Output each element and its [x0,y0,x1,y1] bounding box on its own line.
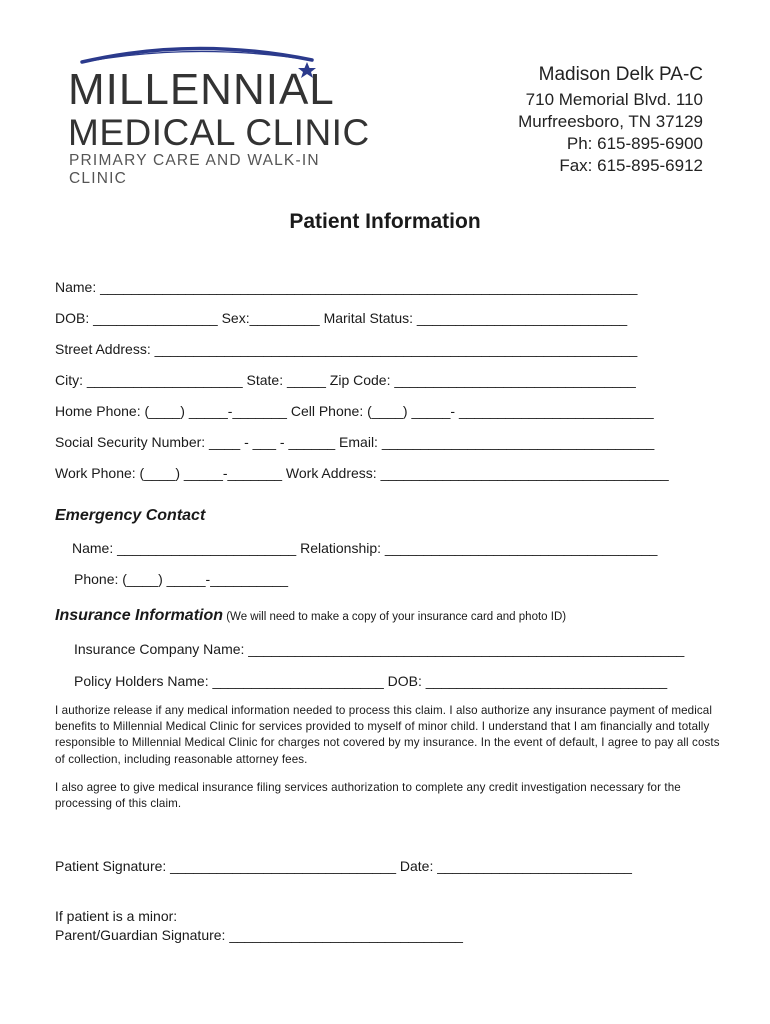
guardian-signature-field[interactable]: Parent/Guardian Signature: ______________________________ [55,927,463,943]
policy-holder-dob-field[interactable]: Policy Holders Name: ______________________ DOB: _______________________________ [74,673,668,689]
street-address-field[interactable]: Street Address: ______________________________________________________________ [55,341,638,357]
authorization-paragraph-2: I also agree to give medical insurance filing services authorization to complete any credit investigation necessary for the processing of this claim. [55,781,681,811]
insurance-heading [55,607,566,625]
ssn-email-field[interactable]: Social Security Number: ____ - ___ - ______ Email: ___________________________________ [55,434,655,450]
minor-label: If patient is a minor: [55,908,178,924]
authorization-paragraph-1: I authorize release if any medical information needed to process this claim. I also authorize any insurance payment of medical benefits to Millennial Medical Clinic for services provided to myself of minor child. I understand that I am financially and totally responsible to Millennial Medical Clinic for charges not covered by my insurance. In the event of default, I agree to pay all costs of collection, including reasonable attorney fees. [55,704,720,766]
patient-signature-date-field[interactable]: Patient Signature: _____________________________ Date: _________________________ [55,858,632,874]
logo-line-2: MEDICAL CLINIC [68,112,370,153]
clinic-fax: Fax: 615-895-6912 [559,156,703,175]
emergency-name-relationship-field[interactable]: Name: _______________________ Relationship: ___________________________________ [72,540,658,556]
home-cell-phone-field[interactable]: Home Phone: (____) _____-_______ Cell Phone: (____) _____- _________________________ [55,403,654,419]
logo-line-3: PRIMARY CARE AND WALK-IN CLINIC [69,152,320,187]
city-state-zip-field[interactable]: City: ____________________ State: _____ Zip Code: _______________________________ [55,372,636,388]
work-phone-address-field[interactable]: Work Phone: (____) _____-_______ Work Address: _____________________________________ [55,465,669,481]
insurance-heading-text: Insurance Information [55,607,224,624]
dob-sex-marital-field[interactable]: DOB: ________________ Sex:_________ Marital Status: ___________________________ [55,310,628,326]
clinic-logo [64,38,374,187]
emergency-phone-field[interactable]: Phone: (____) _____-__________ [74,571,289,587]
address-line-1: 710 Memorial Blvd. 110 [525,90,703,109]
clinic-phone: Ph: 615-895-6900 [566,134,703,153]
emergency-contact-heading: Emergency Contact [55,507,206,524]
logo-line-1: MILLENNIAL [68,65,335,114]
page-title: Patient Information [289,210,481,233]
insurance-company-field[interactable]: Insurance Company Name: ________________________________________________________ [74,641,685,657]
patient-name-field[interactable]: Name: _____________________________________________________________________ [55,279,638,295]
address-line-2: Murfreesboro, TN 37129 [518,112,703,131]
clinic-contact-block [518,62,703,177]
insurance-note: (We will need to make a copy of your insurance card and photo ID) [223,611,567,623]
doctor-name: Madison Delk PA-C [538,64,703,85]
